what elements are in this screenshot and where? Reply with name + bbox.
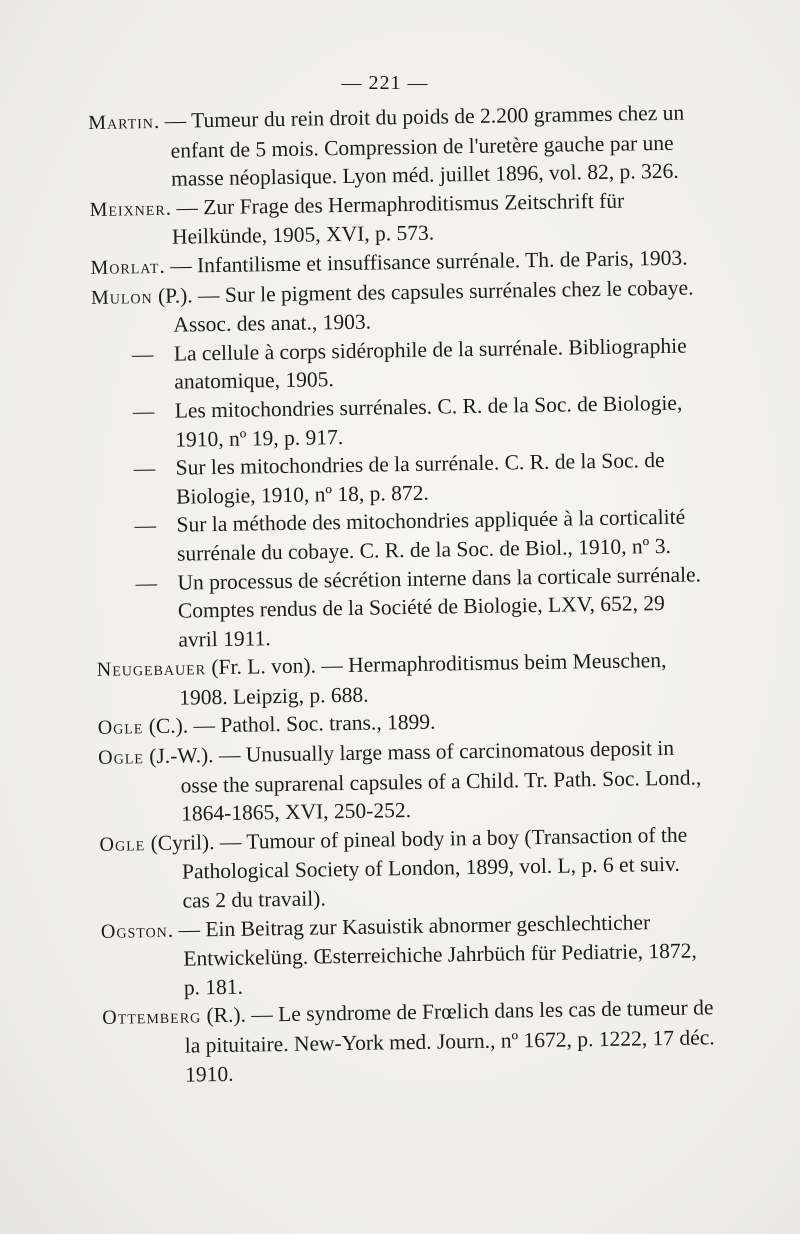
ditto-dash: — — [135, 570, 158, 595]
entry-author: Ogle — [97, 716, 144, 740]
subentry-text: Les mitochondries surrénales. C. R. de la Soc. de Biologie, 1910, nº 19, p. 917. — [174, 390, 683, 452]
entry-text: (P.). — Sur le pigment des capsules surrénales chez le cobaye. Assoc. des anat., 1903. — [152, 275, 694, 337]
subentry-text: Un processus de sécrétion interne dans la corticale surrénale. Comptes rendus de la Société de Biologie, LXV, 652, 29 avril 1911. — [177, 561, 702, 652]
entry-text: (Cyril). — Tumour of pineal body in a boy (Transaction of the Pathological Society of London, 1899, vol. L, p. 6 et suiv. cas 2 du travail). — [145, 822, 688, 913]
entry-author: Martin — [88, 110, 155, 134]
bib-entry-martin — [88, 98, 701, 194]
page-number: — 221 — — [341, 72, 429, 94]
bib-entry-mulon — [91, 273, 704, 341]
bib-subentry — [95, 560, 708, 655]
bib-subentry — [94, 503, 707, 570]
bib-entry-meixner — [89, 185, 702, 253]
bib-subentry — [93, 388, 706, 455]
entry-text: (Fr. L. von). — Hermaphroditismus beim Meuschen, 1908. Leipzig, p. 688. — [179, 648, 667, 710]
entry-author: Neugebauer — [96, 657, 207, 682]
subentry-text: Sur la méthode des mitochondries appliquée à la corticalité surrénale du cobaye. C. R. de la Soc. de Biol., 1910, nº 3. — [176, 504, 686, 566]
ditto-dash: — — [132, 398, 155, 424]
entry-text: (J.-W.). — Unusually large mass of carcinomatous deposit in osse the suprarenal capsules of a Child. Tr. Path. Soc. Lond., 1864-1865, XVI, 250-252. — [143, 735, 702, 826]
entry-author: Ottemberg — [102, 1005, 202, 1030]
entry-author: Ogle — [98, 746, 145, 769]
entry-text: (R.). — Le syndrome de Frœlich dans les cas de tumeur de la pituitaire. New-York med. Journ., nº 1672, p. 1222, 17 déc. 1910. — [184, 995, 715, 1087]
entry-text: (C.). — Pathol. Soc. trans., 1899. — [143, 710, 436, 739]
entry-author: Ogston — [100, 919, 168, 943]
ditto-dash: — — [131, 341, 154, 367]
subentry-text: La cellule à corps sidérophile de la surrénale. Bibliographie anatomique, 1905. — [173, 333, 687, 395]
entry-author: Meixner — [89, 197, 166, 221]
entry-author: Morlat — [90, 255, 160, 279]
bib-entry-ogston — [101, 907, 714, 1003]
entry-text: . — Tumeur du rein droit du poids de 2.200 grammes chez un enfant de 5 mois. Compression de l'uretère gauche par une masse néoplasique. Lyon méd. juillet 1896, vol. 82, p. 326. — [153, 100, 685, 191]
entry-author: Ogle — [99, 833, 146, 856]
entry-text: . — Ein Beitrag zur Kasuistik abnormer geschlechticher Entwickelüng. Œsterreichiche Jahrbüch für Pediatrie, 1872, p. 181. — [167, 909, 697, 1000]
bib-entry-ottemberg — [102, 994, 715, 1090]
ditto-dash: — — [133, 456, 156, 481]
subentry-text: Sur les mitochondries de la surrénale. C. R. de la Soc. de Biologie, 1910, nº 18, p. 872. — [175, 448, 665, 509]
bib-entry-neugebauer — [97, 646, 710, 714]
entry-author: Mulon — [90, 285, 153, 309]
bib-subentry — [92, 331, 705, 398]
ditto-dash: — — [134, 513, 157, 538]
bib-entry-ogle-cyril — [99, 820, 712, 916]
bib-entry-ogle-jw — [98, 733, 711, 829]
entry-text: . — Infantilisme et insuffisance surrénale. Th. de Paris, 1903. — [159, 245, 688, 278]
bib-subentry — [93, 445, 706, 512]
entry-text: . — Zur Frage des Hermaphroditismus Zeitschrift für Heilkünde, 1905, XVI, p. 573. — [165, 188, 625, 250]
bibliography-list — [88, 98, 715, 1090]
